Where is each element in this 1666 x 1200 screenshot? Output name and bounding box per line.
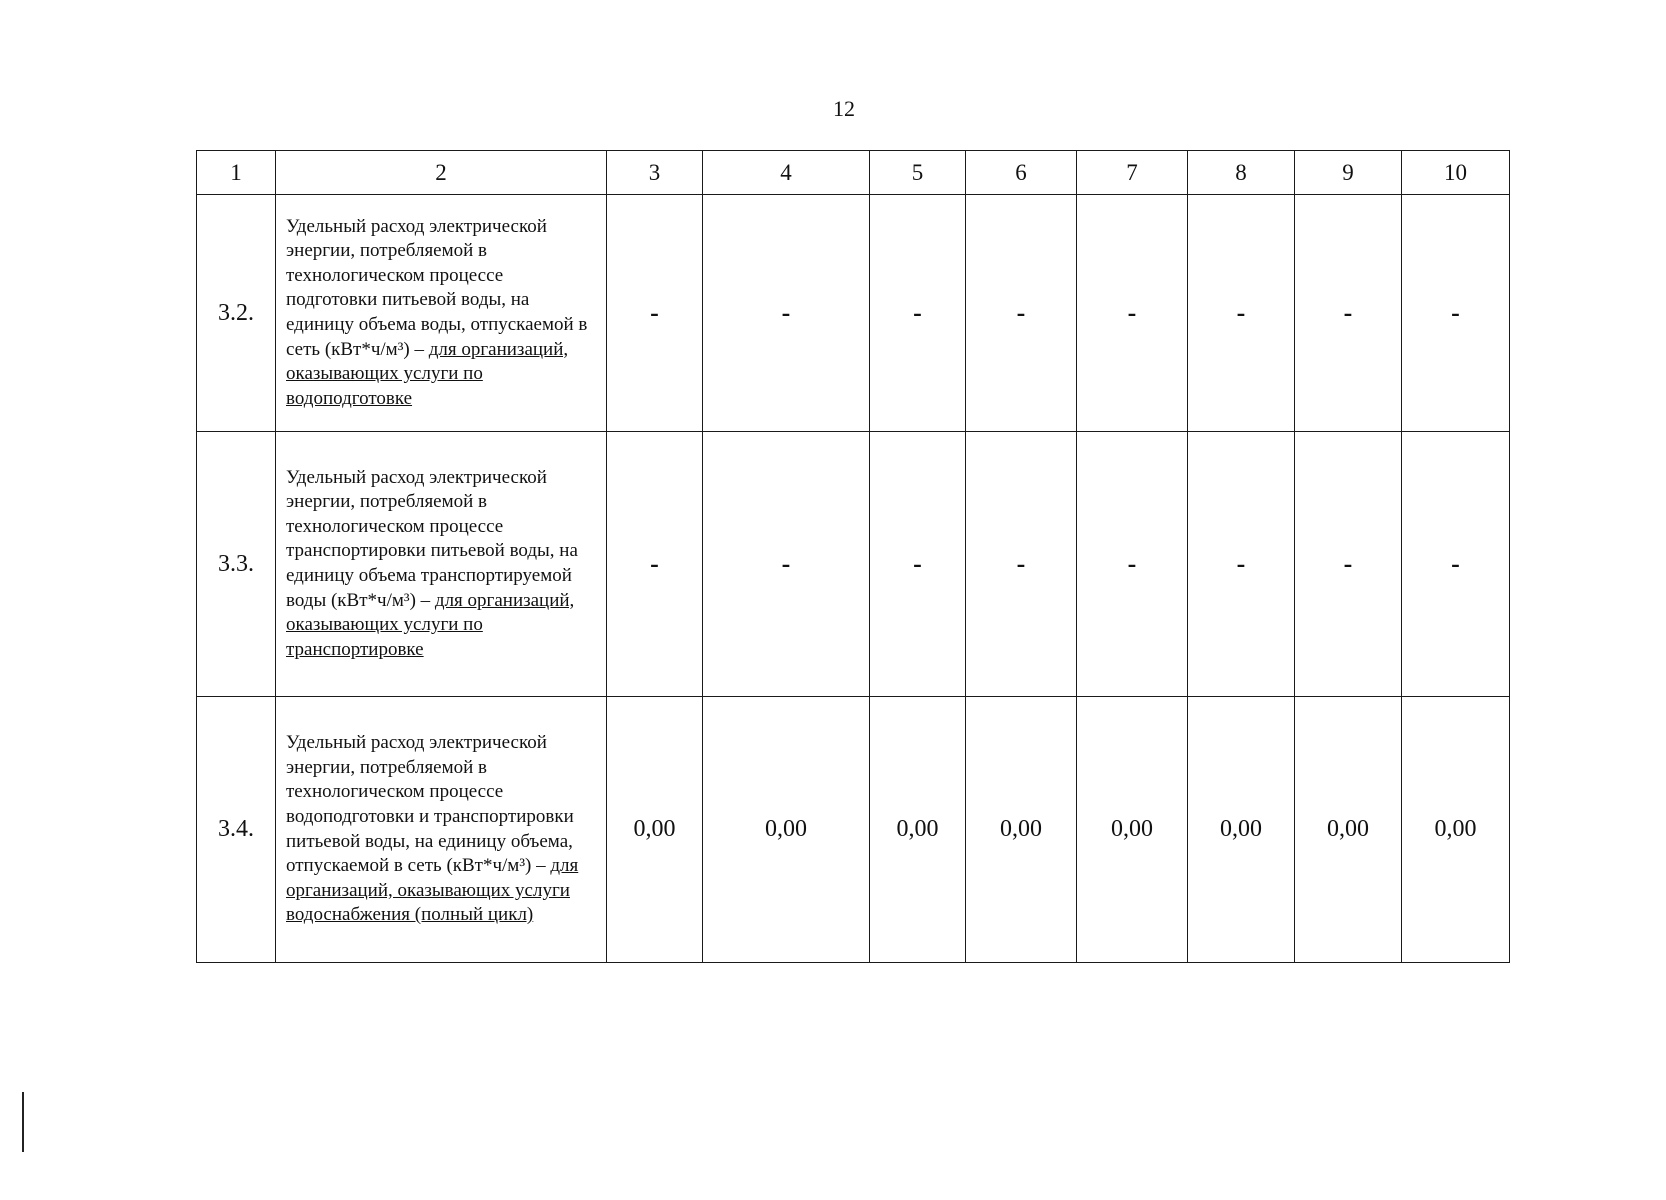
value-cell: - xyxy=(966,195,1077,432)
value-cell: 0,00 xyxy=(607,697,703,963)
value-cell: 0,00 xyxy=(703,697,870,963)
value-cell: 0,00 xyxy=(966,697,1077,963)
column-header: 1 xyxy=(197,151,276,195)
value-cell: 0,00 xyxy=(1295,697,1402,963)
column-header: 7 xyxy=(1077,151,1188,195)
value-cell: 0,00 xyxy=(1188,697,1295,963)
row-number: 3.2. xyxy=(197,195,276,432)
value-cell: - xyxy=(1188,195,1295,432)
row-description xyxy=(276,697,607,963)
column-header: 4 xyxy=(703,151,870,195)
binding-margin-line xyxy=(22,1092,24,1152)
row-description xyxy=(276,195,607,432)
value-cell: - xyxy=(703,432,870,697)
column-header: 5 xyxy=(870,151,966,195)
value-cell: - xyxy=(870,195,966,432)
table-row xyxy=(197,697,1510,963)
value-cell: - xyxy=(1402,195,1510,432)
row-description xyxy=(276,432,607,697)
value-cell: - xyxy=(1077,195,1188,432)
description-underlined: для организаций, оказывающих услуги по водоподготовке xyxy=(286,338,569,409)
description-underlined: для организаций, оказывающих услуги по транспортировке xyxy=(286,589,575,660)
value-cell: 0,00 xyxy=(870,697,966,963)
page-number: 12 xyxy=(833,96,855,121)
description-text: Удельный расход электрической энергии, потребляемой в технологическом процессе подготовки питьевой воды, на единицу объема воды, отпускаемой в сеть (кВт*ч/м³) – xyxy=(286,215,588,360)
column-header: 10 xyxy=(1402,151,1510,195)
value-cell: - xyxy=(1077,432,1188,697)
value-cell: - xyxy=(703,195,870,432)
row-number: 3.4. xyxy=(197,697,276,963)
value-cell: 0,00 xyxy=(1077,697,1188,963)
value-cell: - xyxy=(607,432,703,697)
column-header: 8 xyxy=(1188,151,1295,195)
description-text: Удельный расход электрической энергии, потребляемой в технологическом процессе транспортировки питьевой воды, на единицу объема транспортируемой воды (кВт*ч/м³) – xyxy=(286,466,578,611)
row-number: 3.3. xyxy=(197,432,276,697)
table-row xyxy=(197,195,1510,432)
column-header: 9 xyxy=(1295,151,1402,195)
column-header: 2 xyxy=(276,151,607,195)
value-cell: - xyxy=(607,195,703,432)
column-header: 6 xyxy=(966,151,1077,195)
table-row xyxy=(197,432,1510,697)
value-cell: 0,00 xyxy=(1402,697,1510,963)
value-cell: - xyxy=(1295,195,1402,432)
description-underlined: для организаций, оказывающих услуги водоснабжения (полный цикл) xyxy=(286,855,579,926)
value-cell: - xyxy=(1402,432,1510,697)
value-cell: - xyxy=(1295,432,1402,697)
indicator-table xyxy=(196,150,1510,963)
column-header: 3 xyxy=(607,151,703,195)
table-header-row xyxy=(197,151,1510,195)
value-cell: - xyxy=(1188,432,1295,697)
description-text: Удельный расход электрической энергии, потребляемой в технологическом процессе водоподготовки и транспортировки питьевой воды, на единицу объема, отпускаемой в сеть (кВт*ч/м³) – xyxy=(286,732,574,877)
value-cell: - xyxy=(870,432,966,697)
value-cell: - xyxy=(966,432,1077,697)
